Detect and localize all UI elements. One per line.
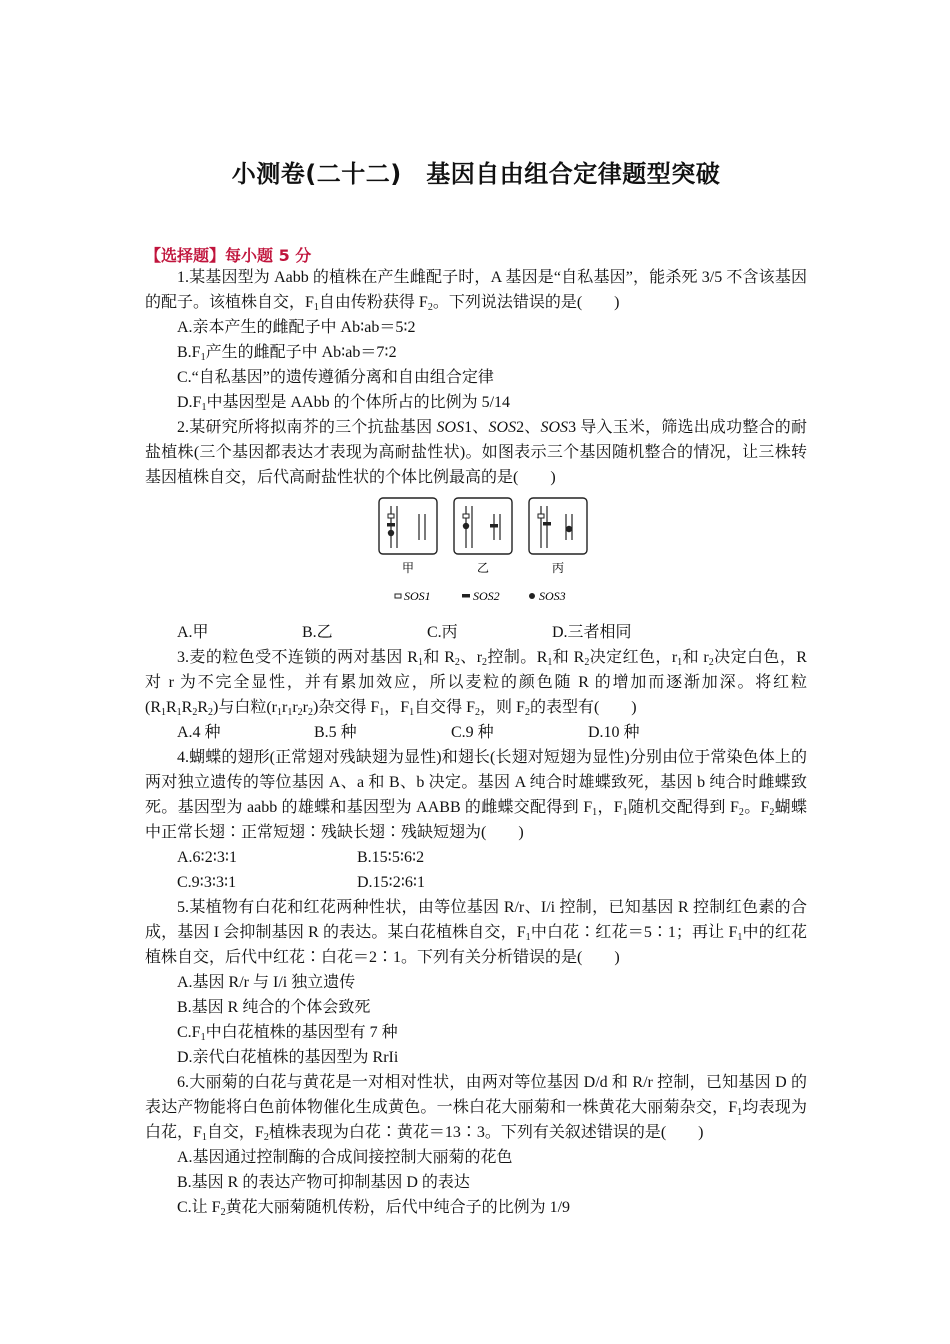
question-3-option-d: D.10 种 [588, 724, 640, 741]
legend-label-sos2: SOS2 [473, 589, 500, 603]
page-title: 小测卷(二十二) 基因自由组合定律题型突破 [231, 160, 721, 188]
legend-marker-sos3 [529, 593, 535, 599]
question-4-options-row2 [145, 870, 807, 895]
question-1-option-b: $B.F_1$产生的雌配子中 Ab∶ab＝7∶2 [177, 344, 397, 363]
legend-label-sos1: SOS1 [404, 589, 431, 603]
question-4-option-d: D.15∶2∶6∶1 [357, 874, 426, 891]
legend-label-sos3: SOS3 [539, 589, 566, 603]
question-5-option-d: D.亲代白花植株的基因型为 RrIi [177, 1049, 399, 1066]
cell-bing [529, 498, 587, 554]
question-6-option-b: B.基因 R 的表达产物可抑制基因 D 的表达 [177, 1174, 470, 1191]
question-6-option-a: A.基因通过控制酶的合成间接控制大丽菊的花色 [177, 1149, 513, 1166]
section-heading: 【选择题】每小题 5 分 [145, 246, 312, 265]
question-3-option-b: B.5 种 [314, 724, 357, 741]
cell-jia [379, 498, 437, 554]
question-2-stem: 2.某研究所将拟南芥的三个抗盐基因 SOS1、SOS2、SOS3 导入玉米，筛选出成功整合的耐盐植株(三个基因都表达才表现为高耐盐性状)。如图表示三个基因随机整合的情况，让三株转基因植株自交，后代高耐盐性状的个体比例最高的是( ) [145, 419, 807, 486]
chromosome-figure [145, 490, 807, 620]
legend-marker-sos2 [462, 594, 470, 598]
question-5-stem: 5.某植物有白花和红花两种性状，由等位基因 R/r、I/i 控制，已知基因 R 控制红色素的合成，基因 I 会抑制基因 R 的表达。某白花植株自交，$F_1$中白花∶红花＝5∶1；再让 $F_1$中的红花植株自交，后代中红花∶白花＝2∶1。下列有关分析错误的是( ) [145, 899, 807, 966]
question-1-option-c: C.“自私基因”的遗传遵循分离和自由组合定律 [177, 369, 494, 386]
question-4-option-b: B.15∶5∶6∶2 [357, 849, 425, 866]
question-4-stem: 4.蝴蝶的翅形(正常翅对残缺翅为显性)和翅长(长翅对短翅为显性)分别由位于常染色体上的两对独立遗传的等位基因 A、a 和 B、b 决定。基因 A 纯合时雄蝶致死，基因 b 纯合时雌蝶致死。基因型为 aabb 的雄蝶和基因型为 AABB 的雌蝶交配得到 $F_1$，$F_1$随机交配得到 $F_2$。$F_2$蝴蝶中正常长翅∶正常短翅∶残缺长翅∶残缺短翅为( ) [145, 749, 807, 841]
question-2-option-a: A.甲 [177, 624, 209, 641]
question-3-option-a: A.4 种 [177, 724, 221, 741]
question-5-option-b: B.基因 R 纯合的个体会致死 [177, 999, 371, 1016]
question-4-option-c: C.9∶3∶3∶1 [177, 874, 237, 891]
question-5-option-a: A.基因 R/r 与 I/i 独立遗传 [177, 974, 356, 991]
question-2-option-d: D.三者相同 [552, 624, 632, 641]
question-4-option-a: A.6∶2∶3∶1 [177, 849, 238, 866]
question-3-stem: 3.麦的粒色受不连锁的两对基因 $R_1$和 $R_2$、$r_2$控制。$R_1$和 $R_2$决定红色，$r_1$和 $r_2$决定白色，R 对 r 为不完全显性，并有累加效应，所以麦粒的颜色随 R 的增加而逐渐加深。将红粒$(R_1R_1R_2R_2)$与白粒$(r_1r_1r_2r_2)$杂交得 $F_1$，$F_1$自交得 $F_2$，则 $F_2$的表型有( ) [145, 649, 807, 718]
question-2-option-c: C.丙 [427, 624, 458, 641]
cell-label-yi: 乙 [476, 561, 490, 575]
question-1-option-d: $D.F_1$中基因型是 AAbb 的个体所占的比例为 5/14 [177, 394, 511, 413]
question-2-options [145, 620, 807, 645]
cell-yi [454, 498, 512, 554]
legend-marker-sos1 [395, 594, 401, 598]
question-1-option-a: A.亲本产生的雌配子中 Ab∶ab＝5∶2 [177, 319, 416, 336]
question-4-options-row1 [145, 845, 807, 870]
question-6-option-c: C.让 $F_2$黄花大丽菊随机传粉，后代中纯合子的比例为 1/9 [177, 1199, 571, 1218]
question-3-options [145, 720, 807, 745]
question-list [145, 265, 807, 1220]
question-2-option-b: B.乙 [302, 624, 333, 641]
question-5-option-c: $C.F_1$中白花植株的基因型有 7 种 [177, 1024, 398, 1043]
question-3-option-c: C.9 种 [451, 724, 494, 741]
chromosome-diagram [377, 496, 589, 616]
question-1-stem: 1.某基因型为 Aabb 的植株在产生雌配子时，A 基因是“自私基因”，能杀死 3/5 不含该基因的配子。该植株自交，$F_1$自由传粉获得 $F_2$。下列说法错误的是( ) [145, 269, 807, 313]
cell-label-jia: 甲 [401, 561, 415, 575]
question-6-stem: 6.大丽菊的白花与黄花是一对相对性状，由两对等位基因 D/d 和 R/r 控制，已知基因 D 的表达产物能将白色前体物催化生成黄色。一株白花大丽菊和一株黄花大丽菊杂交，$F_1$均表现为白花，$F_1$自交，$F_2$植株表现为白花∶黄花＝13∶3。下列有关叙述错误的是( ) [145, 1074, 807, 1143]
cell-label-bing: 丙 [551, 561, 565, 575]
